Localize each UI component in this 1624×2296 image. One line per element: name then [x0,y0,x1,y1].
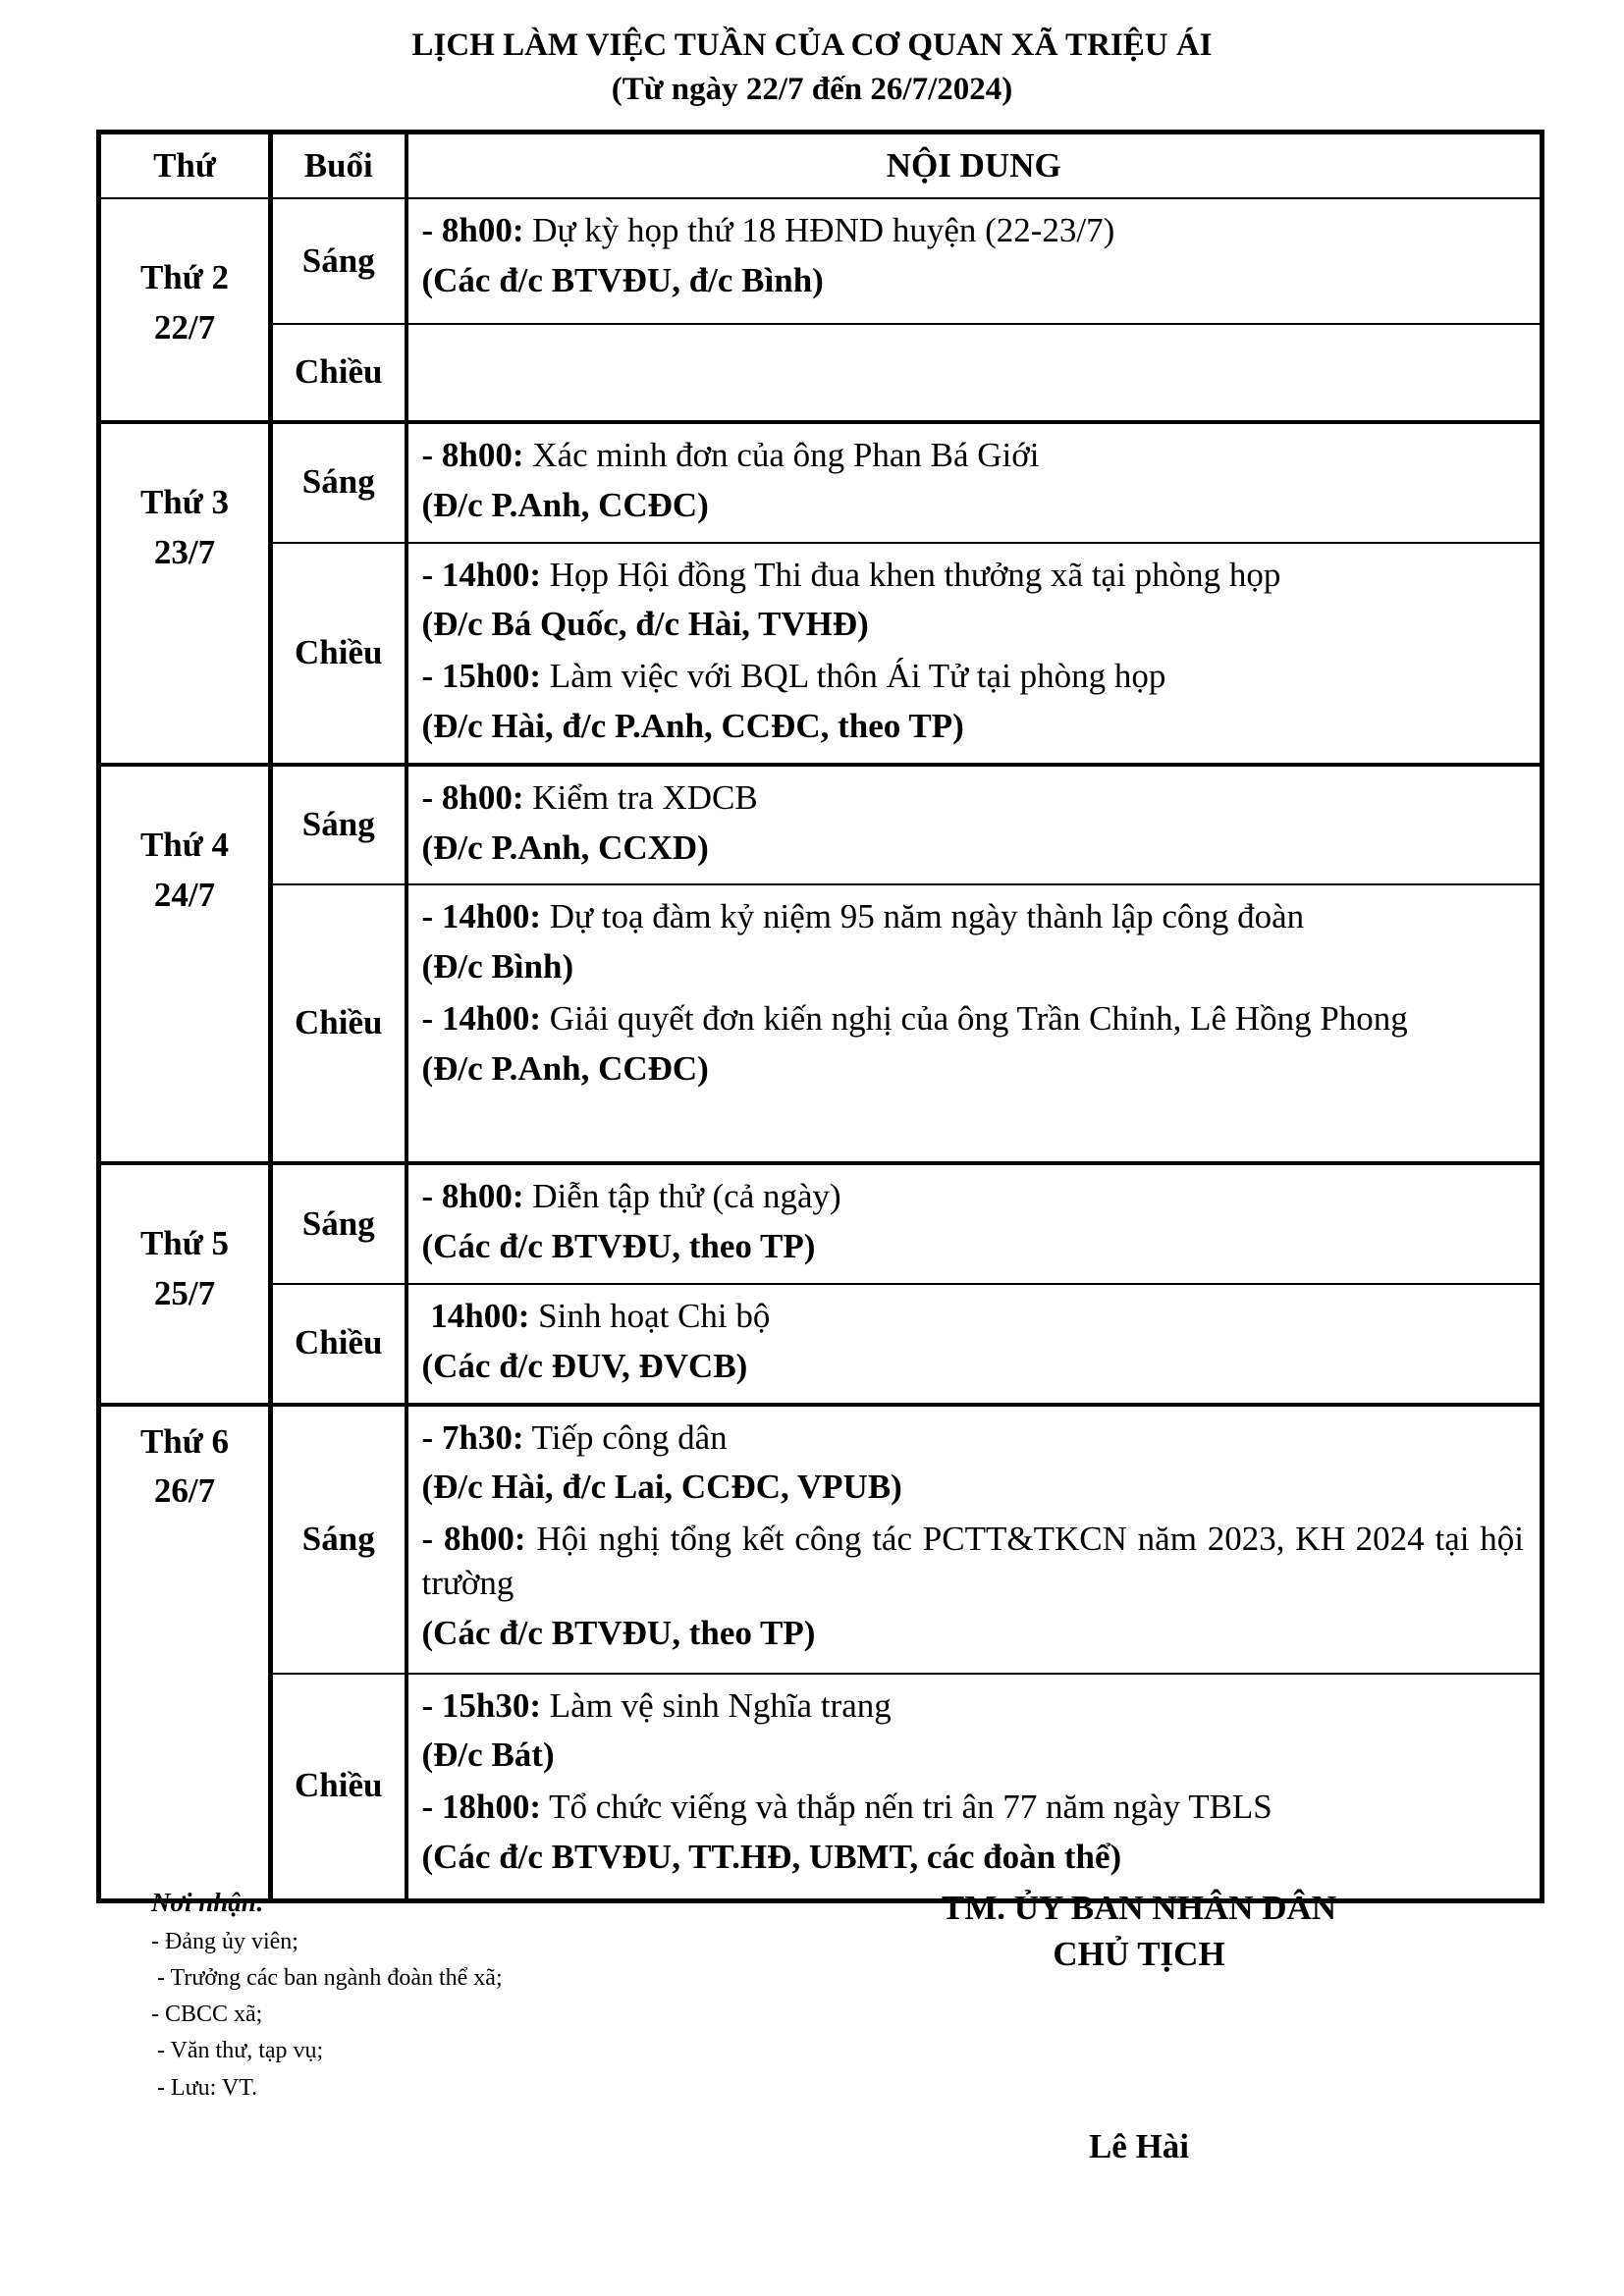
day-cell [99,422,271,765]
table-row [99,422,1543,543]
item-time: - 14h00: [421,555,542,594]
item-participants: (Các đ/c BTVĐU, TT.HĐ, UBMT, các đoàn thể) [421,1837,1122,1876]
item-text: Kiểm tra XDCB [523,777,758,817]
table-row [99,198,1543,324]
content-cell [406,543,1543,765]
day-name: Thứ 2 [139,258,230,296]
table-row [99,1163,1543,1284]
item-time: - 8h00: [421,436,524,474]
item-line [422,434,1525,478]
document-subtitle: (Từ ngày 22/7 đến 26/7/2024) [611,72,1013,107]
item-time: - 18h00: [421,1788,542,1827]
item-text: Họp Hội đồng Thi đua khen thưởng xã tại phòng họp [541,555,1281,594]
recipient-line: - Lưu: VT. [151,2074,258,2101]
content-cell [406,884,1543,1163]
schedule-item [422,1684,1525,1779]
column-header-content: NỘI DUNG [406,133,1543,199]
item-time: - 8h00: [421,211,524,249]
item-participants: (Đ/c P.Anh, CCĐC) [421,485,709,524]
schedule-item [422,1416,1525,1511]
item-line [422,209,1525,253]
content-cell [406,765,1543,885]
recipients-block [151,1883,503,2107]
item-line [422,1684,1525,1729]
table-row [99,1284,1543,1405]
signer-name: Lê Hài [1088,2126,1190,2165]
item-line [422,997,1525,1041]
day-name: Thứ 4 [139,825,230,864]
table-row [99,884,1543,1163]
day-date: 26/7 [153,1471,216,1511]
item-text: Xác minh đơn của ông Phan Bá Giới [523,436,1040,474]
item-line [422,1295,1525,1339]
item-line [422,655,1525,699]
item-line [422,1175,1525,1219]
item-text: Tổ chức viếng và thắp nến tri ân 77 năm ngày TBLS [541,1788,1272,1827]
day-cell [99,765,271,1164]
session-cell: Sáng [271,765,406,885]
item-line [422,1518,1525,1606]
item-time: - 7h30: [421,1417,524,1457]
schedule-item [422,997,1525,1092]
table-row [99,324,1543,422]
item-text: Dự toạ đàm kỷ niệm 95 năm ngày thành lập công đoàn [541,897,1305,936]
session-cell: Chiều [271,1284,406,1405]
item-participants: (Đ/c Hài, đ/c Lai, CCĐC, VPUB) [421,1468,902,1507]
recipient-line: - Đảng ủy viên; [151,1928,298,1954]
day-name: Thứ 5 [139,1224,230,1263]
item-line [422,1786,1525,1830]
schedule-item [422,1295,1525,1389]
item-participants: (Đ/c P.Anh, CCĐC) [421,1048,709,1088]
item-line [422,1416,1525,1461]
recipient-line: - Trưởng các ban ngành đoàn thể xã; [151,1965,503,1992]
schedule-item [422,434,1525,528]
item-participants: (Đ/c Bình) [421,947,574,987]
item-line [422,554,1525,598]
day-date: 25/7 [153,1274,216,1313]
item-participants: (Đ/c Bát) [421,1735,555,1775]
session-cell: Chiều [271,543,406,765]
item-participants: (Các đ/c BTVĐU, đ/c Bình) [421,260,824,299]
table-row [99,765,1543,885]
session-cell: Sáng [271,1163,406,1284]
content-cell [406,198,1543,324]
content-cell [406,324,1543,422]
recipient-line: - Văn thư, tạp vụ; [151,2038,324,2064]
item-participants: (Các đ/c ĐUV, ĐVCB) [421,1346,748,1385]
item-participants: (Các đ/c BTVĐU, theo TP) [421,1227,816,1266]
schedule-item [422,1175,1525,1269]
session-cell: Chiều [271,324,406,422]
item-line [422,776,1525,821]
item-text: Làm vệ sinh Nghĩa trang [541,1685,892,1725]
item-text: Làm việc với BQL thôn Ái Tử tại phòng họp [541,657,1166,696]
day-name: Thứ 3 [139,483,230,521]
item-text: Tiếp công dân [523,1417,728,1457]
content-cell [406,1163,1543,1284]
item-text: Hội nghị tổng kết công tác PCTT&TKCN năm 2023, KH 2024 tại hội trường [421,1520,1524,1602]
day-name: Thứ 6 [139,1421,230,1461]
recipient-line: - CBCC xã; [151,2002,263,2028]
item-text: Diễn tập thử (cả ngày) [523,1177,841,1216]
item-time: - 15h00: [421,657,542,696]
content-cell [406,1405,1543,1674]
table-row [99,1674,1543,1901]
item-time: - 8h00: [421,1177,524,1216]
day-date: 24/7 [153,875,216,914]
item-time: 14h00: [421,1296,530,1335]
item-text: Dự kỳ họp thứ 18 HĐND huyện (22-23/7) [523,211,1115,249]
table-row [99,1405,1543,1674]
item-time: - 15h30: [421,1685,542,1725]
item-participants: (Đ/c Hài, đ/c P.Anh, CCĐC, theo TP) [421,706,964,745]
day-cell [99,1163,271,1404]
content-cell [406,1284,1543,1405]
schedule-item [422,1786,1525,1880]
session-cell: Sáng [271,198,406,324]
column-header-day: Thứ [99,133,271,199]
recipients-title: Nơi nhận: [151,1888,265,1917]
content-cell [406,1674,1543,1901]
item-time: - 8h00: [421,1520,526,1559]
item-participants: (Các đ/c BTVĐU, theo TP) [421,1613,816,1652]
schedule-item [422,209,1525,303]
signature-title: CHỦ TỊCH [1053,1935,1225,1974]
schedule-item [422,776,1525,871]
item-text: Giải quyết đơn kiến nghị của ông Trần Chỉnh, Lê Hồng Phong [541,998,1408,1038]
schedule-item [422,554,1525,648]
signature-org: TM. ỦY BAN NHÂN DÂN [941,1889,1337,1927]
item-participants: (Đ/c P.Anh, CCXD) [421,828,709,867]
item-time: - 14h00: [421,897,542,936]
session-cell: Chiều [271,884,406,1163]
schedule-item [422,895,1525,989]
table-header-row [99,133,1543,199]
day-date: 23/7 [153,532,216,571]
document-title: LỊCH LÀM VIỆC TUẦN CỦA CƠ QUAN XÃ TRIỆU ÁI [411,27,1213,63]
item-time: - 8h00: [421,777,524,817]
item-line [422,895,1525,939]
item-time: - 14h00: [421,998,542,1038]
session-cell: Chiều [271,1674,406,1901]
schedule-item [422,1518,1525,1655]
item-participants: (Đ/c Bá Quốc, đ/c Hài, TVHĐ) [421,605,869,644]
column-header-session: Buổi [271,133,406,199]
session-cell: Sáng [271,422,406,543]
signature-block [864,1885,1414,2169]
day-cell [99,1405,271,1901]
day-cell [99,198,271,422]
content-cell [406,422,1543,543]
table-row [99,543,1543,765]
session-cell: Sáng [271,1405,406,1674]
schedule-table [96,130,1544,1903]
schedule-item [422,655,1525,749]
day-date: 22/7 [153,307,216,347]
item-text: Sinh hoạt Chi bộ [529,1296,771,1335]
